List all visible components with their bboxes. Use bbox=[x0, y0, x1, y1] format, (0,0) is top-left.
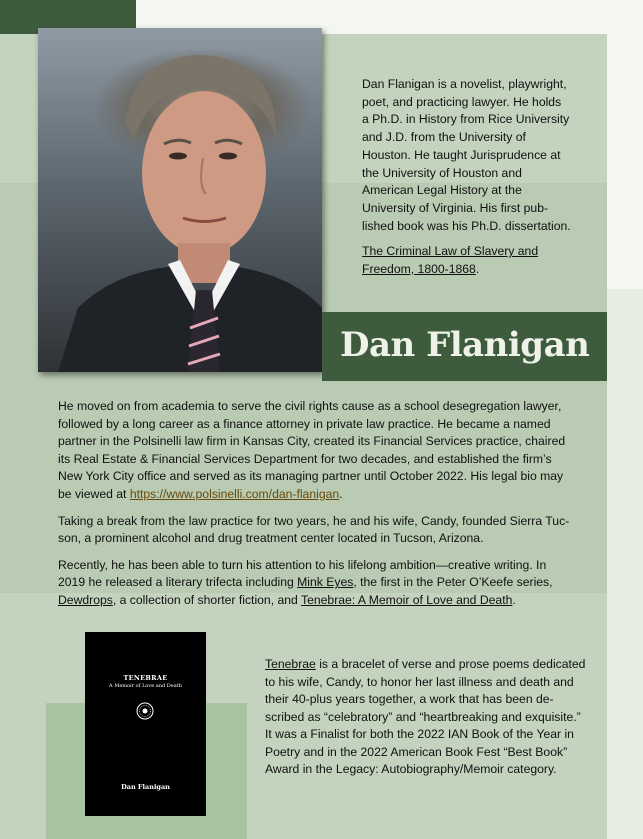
intro-line: poet, and practicing lawyer. He holds bbox=[362, 94, 562, 109]
writing-line: , the first in the Peter O’Keefe series, bbox=[353, 575, 553, 590]
intro-paragraph bbox=[362, 76, 607, 235]
dissertation-title-line2: Freedom, 1800-1868 bbox=[362, 262, 476, 277]
tenebrae-line: Award in the Legacy: Autobiography/Memoir category. bbox=[265, 762, 557, 776]
career-line: New York City office and served as its managing partner until October 2022. His legal bio may bbox=[58, 469, 564, 484]
seal-icon bbox=[136, 702, 154, 720]
writing-line: Recently, he has been able to turn his attention to his lifelong ambition—creative writing. In bbox=[58, 557, 547, 572]
legal-bio-link[interactable]: https://www.polsinelli.com/dan-flanigan bbox=[129, 486, 340, 501]
book-cover-subtitle: A Memoir of Love and Death bbox=[109, 683, 182, 689]
tenebrae-paragraph bbox=[265, 656, 593, 779]
book-cover-title: TENEBRAE bbox=[123, 674, 168, 682]
tenebrae-title: Tenebrae bbox=[265, 657, 316, 671]
writing-line: , a collection of shorter fiction, and bbox=[112, 592, 301, 607]
sierra-line: Taking a break from the law practice for two years, he and his wife, Candy, founded Sierra Tuc- bbox=[58, 513, 570, 528]
main-bio bbox=[58, 398, 596, 619]
sierra-line: son, a prominent alcohol and drug treatment center located in Tucson, Arizona. bbox=[58, 531, 484, 546]
tenebrae-line: Poetry and in the 2022 American Book Fest “Best Book” bbox=[265, 744, 568, 759]
career-line-prefix: be viewed at bbox=[58, 486, 130, 501]
dissertation-period: . bbox=[475, 262, 480, 277]
intro-line: American Legal History at the bbox=[362, 183, 522, 198]
intro-line: a Ph.D. in History from Rice University bbox=[362, 112, 570, 127]
tenebrae-line: is a bracelet of verse and prose poems dedicated bbox=[315, 657, 586, 671]
writing-line: . bbox=[512, 592, 516, 607]
career-paragraph bbox=[58, 398, 596, 504]
intro-line: Dan Flanigan is a novelist, playwright, bbox=[362, 77, 567, 91]
career-line: its Real Estate & Financial Services Department for two decades, and established the firm’s bbox=[58, 451, 552, 466]
tenebrae-line: scribed as “celebratory” and “heartbreaking and exquisite.” bbox=[265, 709, 581, 724]
right-strip-bottom bbox=[607, 289, 643, 839]
writing-line: 2019 he released a literary trifecta including bbox=[58, 575, 298, 590]
dissertation-title-line1: The Criminal Law of Slavery and bbox=[362, 244, 539, 259]
career-line: followed by a long career as a finance attorney in private law practice. He became a named bbox=[58, 416, 551, 431]
writing-paragraph bbox=[58, 557, 596, 610]
tenebrae-line: It was a Finalist for both the 2022 IAN Book of the Year in bbox=[265, 727, 574, 741]
tenebrae-line: their 40-plus years together, a work that has been de- bbox=[265, 692, 554, 706]
book-cover-author: Dan Flanigan bbox=[121, 783, 170, 791]
right-strip-top bbox=[607, 34, 643, 289]
intro-line: University of Virginia. His first pub- bbox=[362, 200, 549, 215]
career-line-suffix: . bbox=[339, 486, 343, 501]
sierra-tucson-paragraph bbox=[58, 513, 596, 548]
intro-bio bbox=[362, 76, 607, 287]
tenebrae-line: to his wife, Candy, to honor her last illness and death and bbox=[265, 674, 574, 689]
book-title-tenebrae: Tenebrae: A Memoir of Love and Death bbox=[300, 592, 513, 607]
book-cover bbox=[85, 632, 206, 816]
intro-line: Houston. He taught Jurisprudence at bbox=[362, 147, 561, 162]
tenebrae-description bbox=[265, 656, 593, 779]
dissertation-title bbox=[362, 243, 607, 278]
career-line: partner in the Polsinelli law firm in Kansas City, created its Financial Services practice, chaired bbox=[58, 434, 566, 449]
book-title-dewdrops: Dewdrops bbox=[58, 592, 113, 607]
career-line: He moved on from academia to serve the civil rights cause as a school desegregation lawyer, bbox=[58, 399, 562, 413]
author-photo bbox=[38, 28, 322, 372]
author-name: Dan Flanigan bbox=[340, 325, 590, 365]
intro-line: and J.D. from the University of bbox=[362, 130, 526, 145]
book-title-mink-eyes: Mink Eyes bbox=[297, 575, 354, 590]
intro-line: lished book was his Ph.D. dissertation. bbox=[362, 218, 571, 233]
intro-line: the University of Houston and bbox=[362, 165, 522, 180]
